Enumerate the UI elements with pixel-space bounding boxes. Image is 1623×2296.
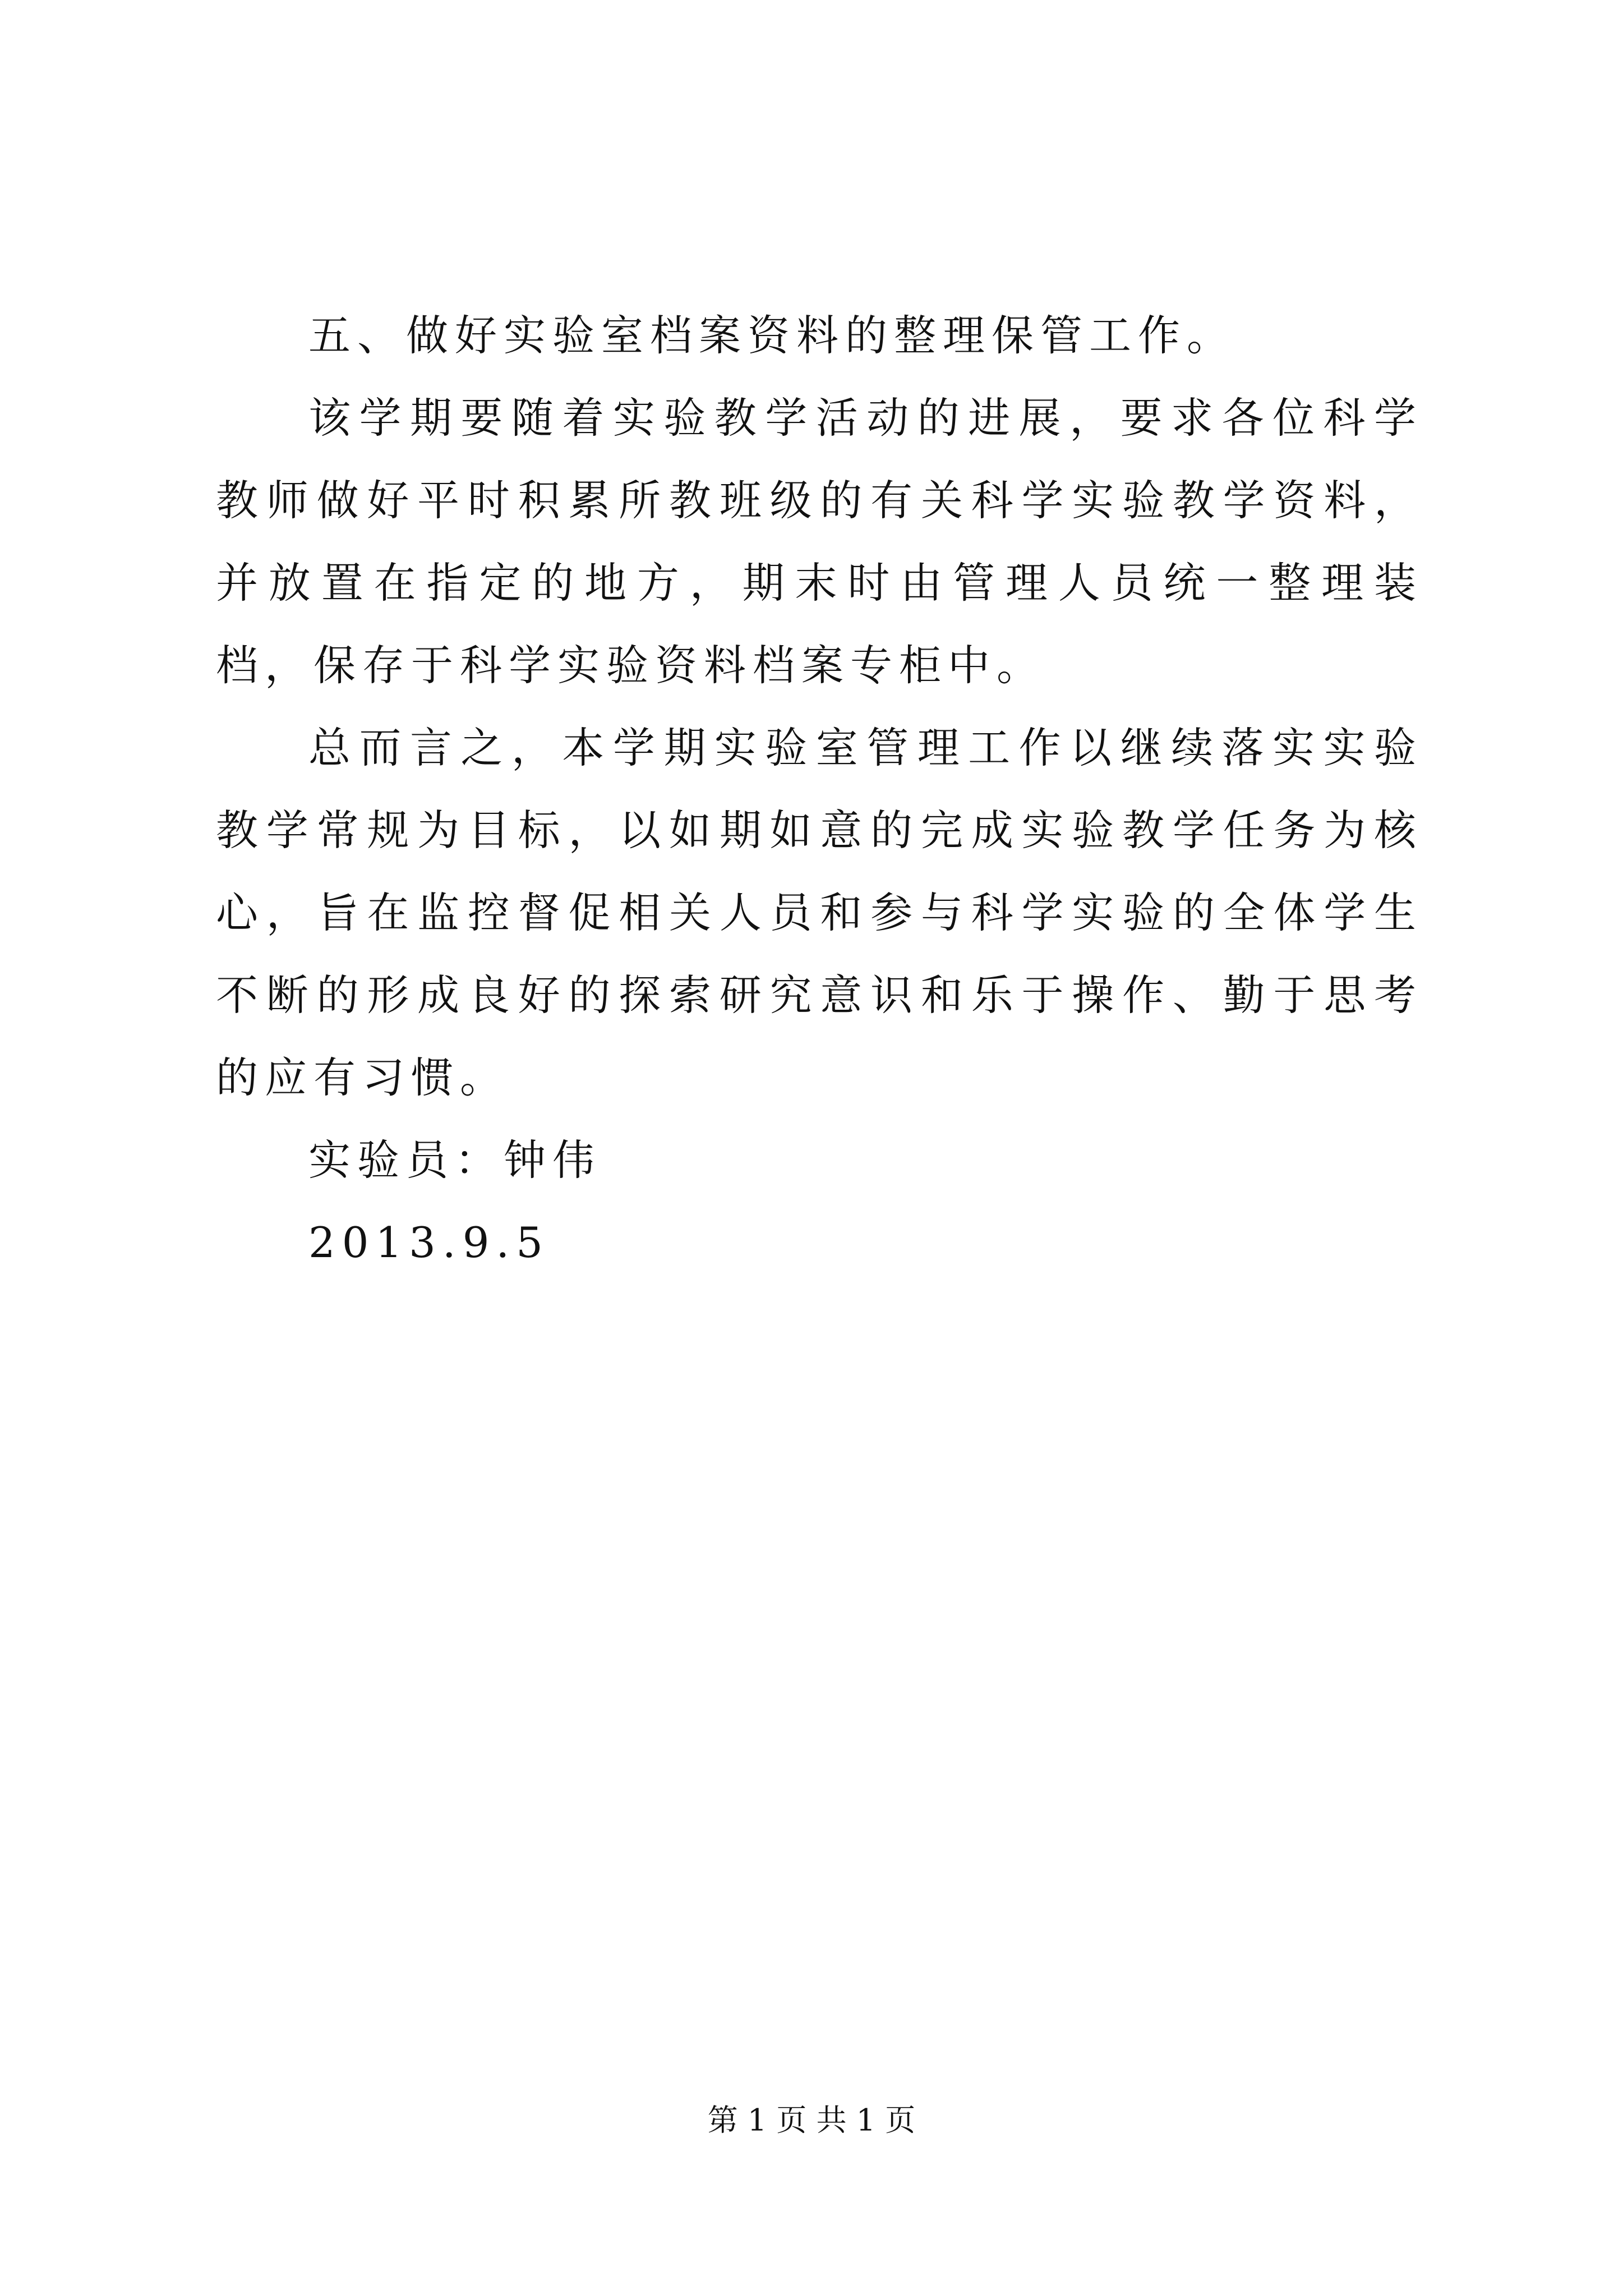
document-body — [216, 295, 1423, 1284]
page-footer — [0, 2098, 1623, 2143]
date-line: 2013.9.5 — [308, 1218, 550, 1267]
paragraph-summary: 总而言之，本学期实验室管理工作以继续落实实验教学常规为目标，以如期如意的完成实验教学任务为核心，旨在监控督促相关人员和参与科学实验的全体学生不断的形成良好的探索研究意识和乐于操作、勤于思考的应有习惯。 — [216, 723, 1423, 1102]
section-heading: 五、做好实验室档案资料的整理保管工作。 — [308, 311, 1236, 360]
page-number: 第 1 页 共 1 页 — [707, 2102, 916, 2138]
signature-line: 实验员：钟伟 — [308, 1135, 602, 1185]
paragraph-archive: 该学期要随着实验教学活动的进展，要求各位科学教师做好平时积累所教班级的有关科学实验教学资料，并放置在指定的地方，期末时由管理人员统一整理装档，保存于科学实验资料档案专柜中。 — [216, 393, 1423, 690]
